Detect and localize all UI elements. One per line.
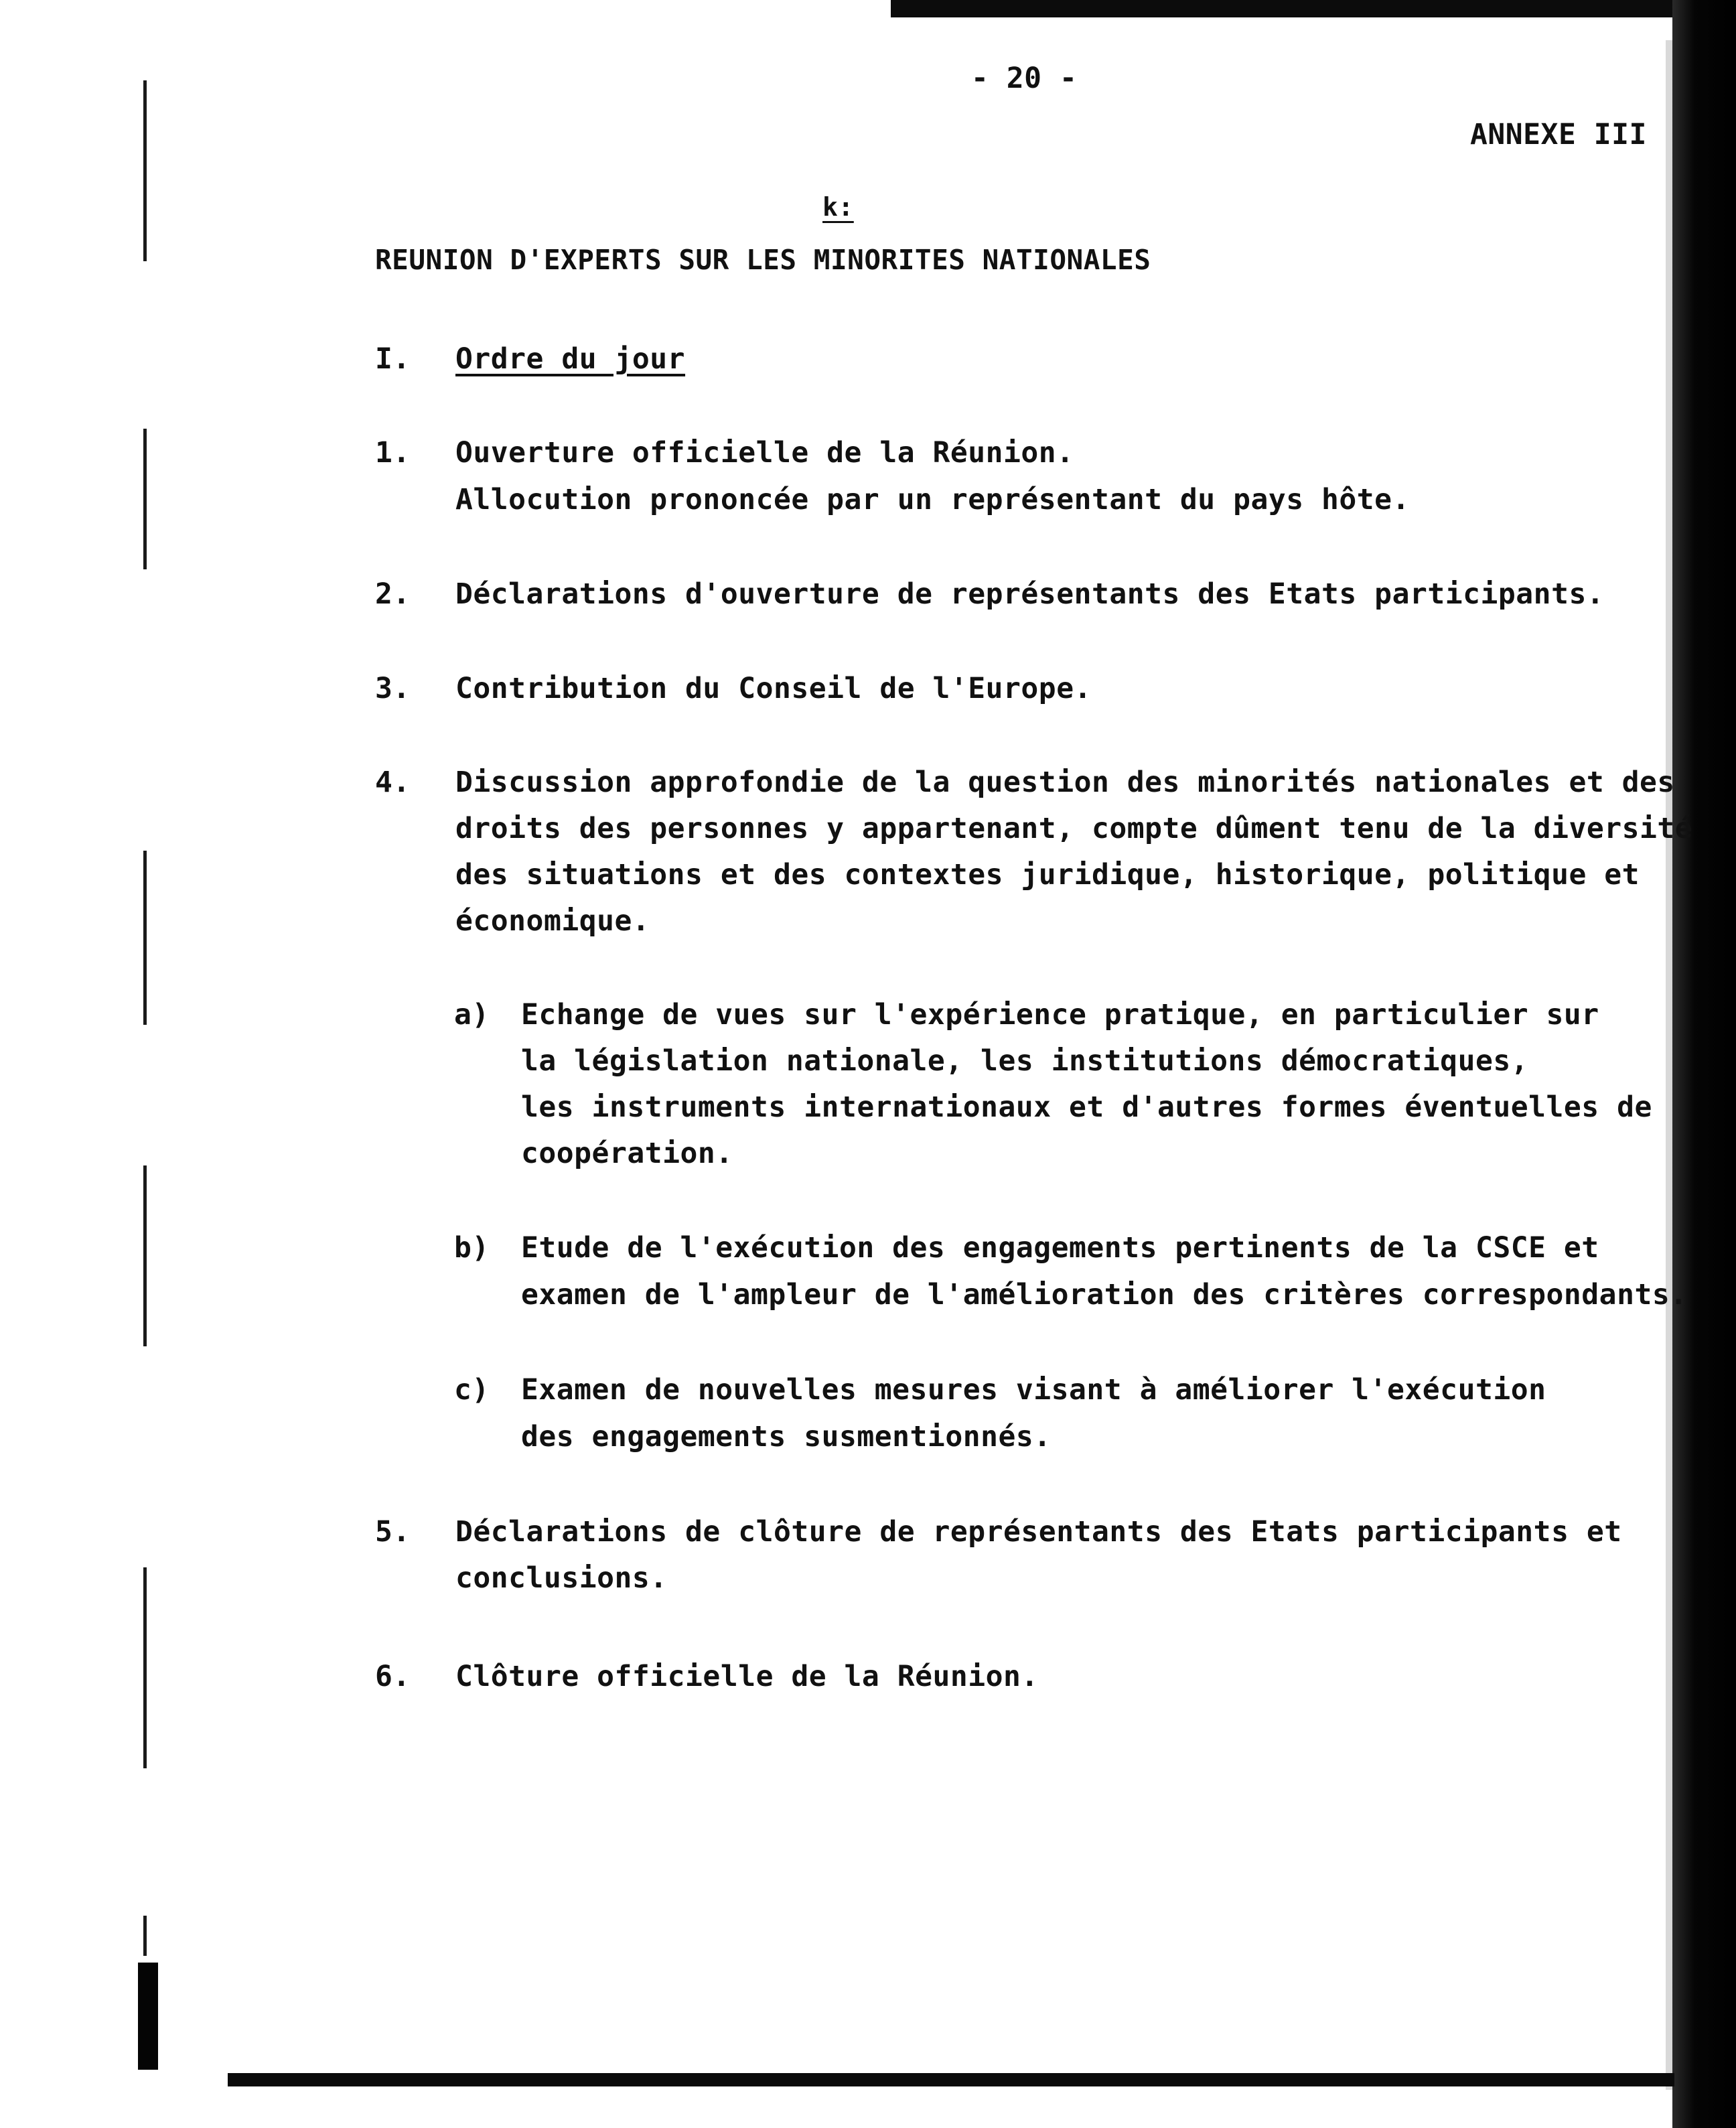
- subitem-line: coopération.: [521, 1137, 733, 1170]
- item-line: Allocution prononcée par un représentant du pays hôte.: [455, 483, 1410, 516]
- subitem-letter: c): [454, 1373, 490, 1407]
- item-line: Déclarations d'ouverture de représentants des Etats participants.: [455, 577, 1605, 611]
- scan-left-mark: [143, 1165, 147, 1346]
- subitem-line: examen de l'ampleur de l'amélioration des critères correspondants.: [521, 1278, 1688, 1311]
- subitem-line: Etude de l'exécution des engagements pertinents de la CSCE et: [521, 1231, 1599, 1265]
- subitem-line: des engagements susmentionnés.: [521, 1420, 1052, 1453]
- scan-left-block: [138, 1963, 158, 2070]
- item-line: Contribution du Conseil de l'Europe.: [455, 672, 1092, 705]
- scan-left-mark: [143, 1916, 147, 1956]
- document-title: REUNION D'EXPERTS SUR LES MINORITES NATIONALES: [375, 244, 1151, 276]
- item-line: Clôture officielle de la Réunion.: [455, 1660, 1039, 1693]
- subitem-line: Examen de nouvelles mesures visant à améliorer l'exécution: [521, 1373, 1546, 1407]
- section-numeral: I.: [375, 342, 411, 376]
- scan-bottom-edge: [228, 2073, 1674, 2086]
- scan-top-edge: [891, 0, 1736, 17]
- page-number: - 20 -: [971, 62, 1078, 95]
- item-line: des situations et des contextes juridique, historique, politique et: [455, 858, 1640, 892]
- item-line: Déclarations de clôture de représentants des Etats participants et: [455, 1515, 1622, 1549]
- item-line: Discussion approfondie de la question des minorités nationales et des: [455, 766, 1675, 799]
- section-heading: Ordre du jour: [455, 342, 686, 376]
- scan-right-shadow: [1666, 40, 1672, 2090]
- item-number: 6.: [375, 1660, 411, 1693]
- item-line: conclusions.: [455, 1561, 668, 1595]
- item-line: droits des personnes y appartenant, compte dûment tenu de la diversité: [455, 812, 1693, 845]
- scan-left-mark: [143, 1567, 147, 1768]
- subitem-line: les instruments internationaux et d'autres formes éventuelles de: [521, 1090, 1652, 1124]
- top-mark: k:: [822, 192, 854, 222]
- scan-left-mark: [143, 80, 147, 261]
- item-number: 2.: [375, 577, 411, 611]
- item-line: Ouverture officielle de la Réunion.: [455, 436, 1074, 470]
- item-line: économique.: [455, 904, 650, 938]
- scan-left-mark: [143, 851, 147, 1025]
- item-number: 5.: [375, 1515, 411, 1549]
- subitem-line: Echange de vues sur l'expérience pratique, en particulier sur: [521, 998, 1599, 1032]
- item-number: 3.: [375, 672, 411, 705]
- subitem-letter: a): [454, 998, 490, 1032]
- item-number: 4.: [375, 766, 411, 799]
- subitem-line: la législation nationale, les institutions démocratiques,: [521, 1044, 1529, 1078]
- annex-label: ANNEXE III: [1470, 118, 1647, 151]
- subitem-letter: b): [454, 1231, 490, 1265]
- item-number: 1.: [375, 436, 411, 470]
- scan-right-edge: [1672, 0, 1736, 2128]
- scan-left-mark: [143, 429, 147, 569]
